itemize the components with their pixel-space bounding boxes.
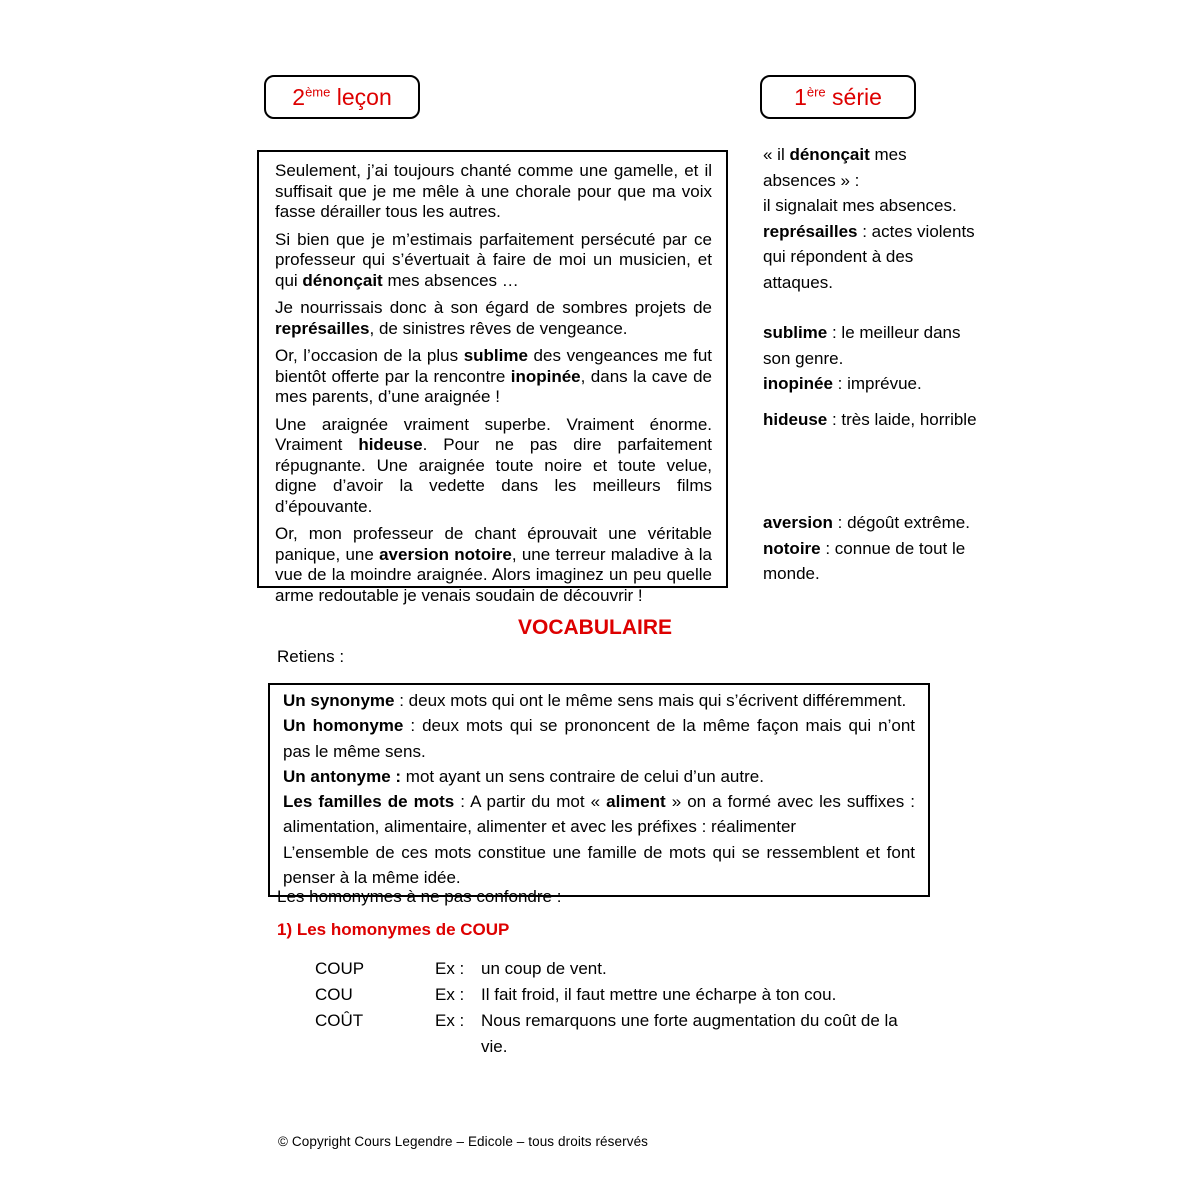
bold-term: représailles [275,318,370,338]
bold-term: sublime [763,323,828,342]
margin-note [763,510,978,536]
text-segment: il signalait mes absences. [763,196,957,215]
series-word: série [825,83,882,110]
bold-term: aliment [606,792,666,812]
text-segment: mot ayant un sens contraire de celui d’un autre. [401,766,764,786]
margin-vocabulary-notes [763,142,978,587]
lesson-ordinal-suffix: ème [305,83,331,99]
text-segment: : dégoût extrême. [832,513,970,532]
lesson-badge [264,75,420,119]
text-segment: « il [763,145,790,164]
bold-term: représailles [763,221,858,241]
margin-note [763,536,978,587]
text-segment: : deux mots qui se prononcent de la même façon mais qui n’ont pas le même sens. [283,716,916,761]
bold-term: Les familles de mots [283,792,455,812]
bold-term: hideuse [358,435,423,454]
bold-term: aversion notoire [379,544,512,564]
text-segment: mes absences » : [763,145,907,190]
story-paragraph [275,161,712,223]
margin-note-group [763,510,978,587]
vocabulaire-title: VOCABULAIRE [517,616,672,639]
example-label: Ex : [435,1011,465,1030]
margin-note [763,193,978,219]
text-segment: : A partir du mot « [454,792,607,812]
story-paragraph [275,415,712,518]
definition-line [283,789,915,840]
definitions-box [268,683,930,897]
homonym-word: COU [315,985,353,1004]
text-segment: , dans la cave de mes parents, d’une araignée ! [275,366,712,406]
bold-term: inopinée [763,374,833,393]
homonyms-heading: 1) Les homonymes de COUP [277,920,510,939]
lesson-word: leçon [330,83,392,110]
homonym-word: COÛT [315,1011,364,1030]
bold-term: Un synonyme [283,691,395,710]
margin-note [763,407,978,433]
example-sentence: Il fait froid, il faut mettre une écharpe à ton cou. [481,985,837,1004]
text-segment: , de sinistres rêves de vengeance. [369,318,628,338]
homonym-row [315,1008,915,1060]
story-paragraph [275,230,712,292]
retiens-label: Retiens : [277,647,345,666]
definition-line [283,764,915,789]
margin-note-group [763,320,978,397]
text-segment: : deux mots qui ont le même sens mais qui s’écrivent différemment. [394,691,907,710]
text-segment: . Pour ne pas dire parfaitement répugnante. Une araignée toute noire et toute velue, digne d’avoir la vedette dans les meilleurs films d’épouvante. [275,435,712,516]
margin-note-group [763,407,978,433]
homonyms-intro: Les homonymes à ne pas confondre : [277,887,562,906]
text-segment: » on a formé avec les suffixes : alimentation, alimentaire, alimenter et avec les préfixes : réalimenter [283,792,915,837]
homonyms-table [315,956,915,1060]
definition-line [283,840,915,891]
bold-term: aversion [763,513,833,532]
example-sentence: un coup de vent. [481,959,607,978]
homonym-word: COUP [315,959,365,978]
series-badge [760,75,916,119]
bold-term: sublime [463,346,528,365]
definition-line [283,713,915,764]
text-segment: L’ensemble de ces mots constitue une famille de mots qui se ressemblent et font penser à la même idée. [283,842,915,888]
text-segment: : imprévue. [832,374,922,393]
text-segment: : le meilleur dans son genre. [763,323,961,368]
bold-term: dénonçait [302,270,383,290]
story-paragraph [275,298,712,339]
bold-term: inopinée [510,366,581,386]
example-label: Ex : [435,959,465,978]
series-number: 1 [794,83,807,110]
story-paragraph [275,346,712,408]
margin-note [763,142,978,193]
margin-note [763,320,978,371]
bold-term: hideuse [763,409,828,429]
series-badge-label [794,84,882,111]
text-segment: : très laide, horrible [827,409,977,429]
bold-term: Un homonyme [283,716,404,736]
text-segment: , une terreur maladive à la vue de la moindre araignée. Alors imaginez un peu quelle arme redoutable je venais soudain de découvrir ! [275,544,712,605]
margin-note-group [763,142,978,295]
bold-term: Un antonyme : [283,766,402,786]
text-segment: : actes violents qui répondent à des attaques. [763,221,975,292]
example-label: Ex : [435,985,465,1004]
text-segment: Si bien que je m’estimais parfaitement persécuté par ce professeur qui s’évertuait à faire de moi un musicien, et qui [275,229,712,290]
bold-term: notoire [763,538,821,558]
text-segment: : connue de tout le monde. [763,538,966,583]
text-segment: Or, mon professeur de chant éprouvait une véritable panique, une [275,524,712,564]
text-segment: Or, l’occasion de la plus [275,346,464,365]
definition-line [283,688,915,713]
margin-note [763,219,978,296]
copyright-footer: © Copyright Cours Legendre – Edicole – tous droits réservés [278,1134,649,1149]
text-segment: Seulement, j’ai toujours chanté comme une gamelle, et il suffisait que je me mêle à une chorale pour que ma voix fasse dérailler tous les autres. [275,161,712,221]
homonym-row [315,982,915,1008]
homonym-row [315,956,915,982]
text-segment: des vengeances me fut bientôt offerte par la rencontre [275,346,712,386]
story-paragraph [275,524,712,606]
example-sentence: Nous remarquons une forte augmentation du coût de la vie. [481,1011,898,1056]
bold-term: dénonçait [789,145,870,164]
text-segment: Je nourrissais donc à son égard de sombres projets de [275,298,712,317]
text-segment: Une araignée vraiment superbe. Vraiment énorme. Vraiment [275,414,712,454]
series-ordinal-suffix: ère [806,83,826,99]
lesson-badge-label [292,84,391,111]
reading-passage-box [257,150,728,605]
margin-note [763,371,978,397]
lesson-number: 2 [292,83,306,110]
text-segment: mes absences … [382,270,519,290]
